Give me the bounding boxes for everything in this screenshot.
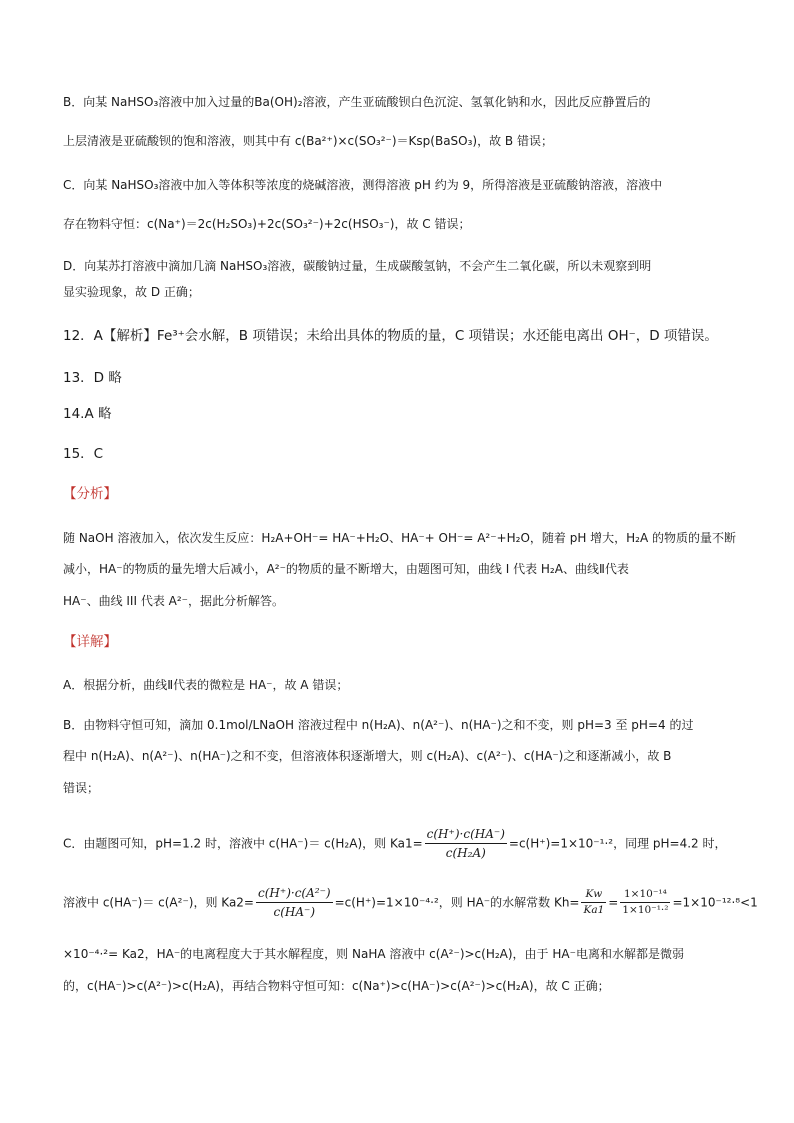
analysis-line-2: 减小，HA⁻的物质的量先增大后减小，A²⁻的物质的量不断增大，由题图可知，曲线 I 代表 H₂A、曲线Ⅱ代表 bbox=[63, 562, 629, 576]
kh-fraction bbox=[581, 888, 606, 917]
option-d-line-2: 显实验现象，故 D 正确； bbox=[63, 285, 200, 299]
detail-b-line-1: B．由物料守恒可知，滴加 0.1mol/LNaOH 溶液过程中 n(H₂A)、n(A²⁻)、n(HA⁻)之和不变，则 pH=3 至 pH=4 的过 bbox=[63, 718, 694, 732]
option-c-line-1: C．向某 NaHSO₃溶液中加入等体积等浓度的烧碱溶液，测得溶液 pH 约为 9，所得溶液是亚硫酸钠溶液，溶液中 bbox=[63, 178, 663, 192]
ka1-denominator: c(H₂A) bbox=[445, 846, 486, 860]
analysis-line-1: 随 NaOH 溶液加入，依次发生反应：H₂A+OH⁻= HA⁻+H₂O、HA⁻+ OH⁻= A²⁻+H₂O，随着 pH 增大，H₂A 的物质的量不断 bbox=[63, 531, 737, 545]
kh-numerator: Kw bbox=[581, 888, 606, 903]
option-b-line-1: B．向某 NaHSO₃溶液中加入过量的Ba(OH)₂溶液，产生亚硫酸钡白色沉淀、氢氧化钠和水，因此反应静置后的 bbox=[63, 95, 651, 109]
answer-12: 12．A【解析】Fe³⁺会水解，B 项错误；未给出具体的物质的量，C 项错误；水还能电离出 OH⁻，D 项错误。 bbox=[63, 328, 718, 344]
kh-value-numerator: 1×10⁻¹⁴ bbox=[620, 888, 670, 903]
kh-denominator: Ka1 bbox=[583, 904, 605, 916]
detail-c-ka1-text: C．由题图可知，pH=1.2 时，溶液中 c(HA⁻)＝ c(H₂A)，则 Ka1= bbox=[63, 836, 423, 851]
option-c-line-2: 存在物料守恒：c(Na⁺)＝2c(H₂SO₃)+2c(SO₃²⁻)+2c(HSO₃⁻)，故 C 错误； bbox=[63, 217, 471, 231]
detail-c-ka1-result: =c(H⁺)=1×10⁻¹·²，同理 pH=4.2 时， bbox=[508, 836, 727, 851]
kh-result: =1×10⁻¹²·⁸<1 bbox=[672, 895, 758, 910]
ka2-numerator: c(H⁺)·c(A²⁻) bbox=[256, 885, 333, 903]
kh-value-denominator: 1×10⁻¹·² bbox=[622, 904, 669, 916]
analysis-line-3: HA⁻、曲线 III 代表 A²⁻，据此分析解答。 bbox=[63, 594, 284, 608]
option-d-line-1: D．向某苏打溶液中滴加几滴 NaHSO₃溶液，碳酸钠过量，生成碳酸氢钠，不会产生二氧化碳，所以未观察到明 bbox=[63, 259, 652, 273]
option-b-line-2: 上层清液是亚硫酸钡的饱和溶液，则其中有 c(Ba²⁺)×c(SO₃²⁻)＝Ksp(BaSO₃)，故 B 错误； bbox=[63, 134, 553, 148]
detail-c-kh-text: =c(H⁺)=1×10⁻⁴·²，则 HA⁻的水解常数 Kh= bbox=[334, 895, 580, 910]
ka2-denominator: c(HA⁻) bbox=[273, 905, 316, 919]
detail-c-line-4: 的，c(HA⁻)>c(A²⁻)>c(H₂A)，再结合物料守恒可知：c(Na⁺)>c(HA⁻)>c(A²⁻)>c(H₂A)，故 C 正确； bbox=[63, 979, 610, 993]
detail-b-line-3: 错误； bbox=[63, 781, 100, 795]
answer-14: 14.A 略 bbox=[63, 406, 112, 422]
detail-c-ka2-text: 溶液中 c(HA⁻)＝ c(A²⁻)，则 Ka2= bbox=[63, 895, 254, 910]
detail-c-line-2 bbox=[63, 885, 758, 920]
detail-c-line-3: ×10⁻⁴·²= Ka2，HA⁻的电离程度大于其水解程度，则 NaHA 溶液中 c(A²⁻)>c(H₂A)，由于 HA⁻电离和水解都是微弱 bbox=[63, 947, 684, 961]
detail-c-line-1 bbox=[63, 826, 726, 861]
kh-equals: = bbox=[608, 895, 619, 910]
answer-15: 15．C bbox=[63, 446, 104, 462]
detail-heading: 【详解】 bbox=[63, 634, 117, 650]
detail-a: A．根据分析，曲线Ⅱ代表的微粒是 HA⁻，故 A 错误； bbox=[63, 678, 349, 692]
detail-b-line-2: 程中 n(H₂A)、n(A²⁻)、n(HA⁻)之和不变，但溶液体积逐渐增大，则 c(H₂A)、c(A²⁻)、c(HA⁻)之和逐渐减小，故 B bbox=[63, 749, 672, 763]
ka2-fraction bbox=[256, 885, 333, 920]
analysis-heading: 【分析】 bbox=[63, 486, 117, 502]
kh-value-fraction bbox=[620, 888, 670, 917]
ka1-fraction bbox=[425, 826, 507, 861]
answer-13: 13．D 略 bbox=[63, 370, 122, 386]
ka1-numerator: c(H⁺)·c(HA⁻) bbox=[425, 826, 507, 844]
